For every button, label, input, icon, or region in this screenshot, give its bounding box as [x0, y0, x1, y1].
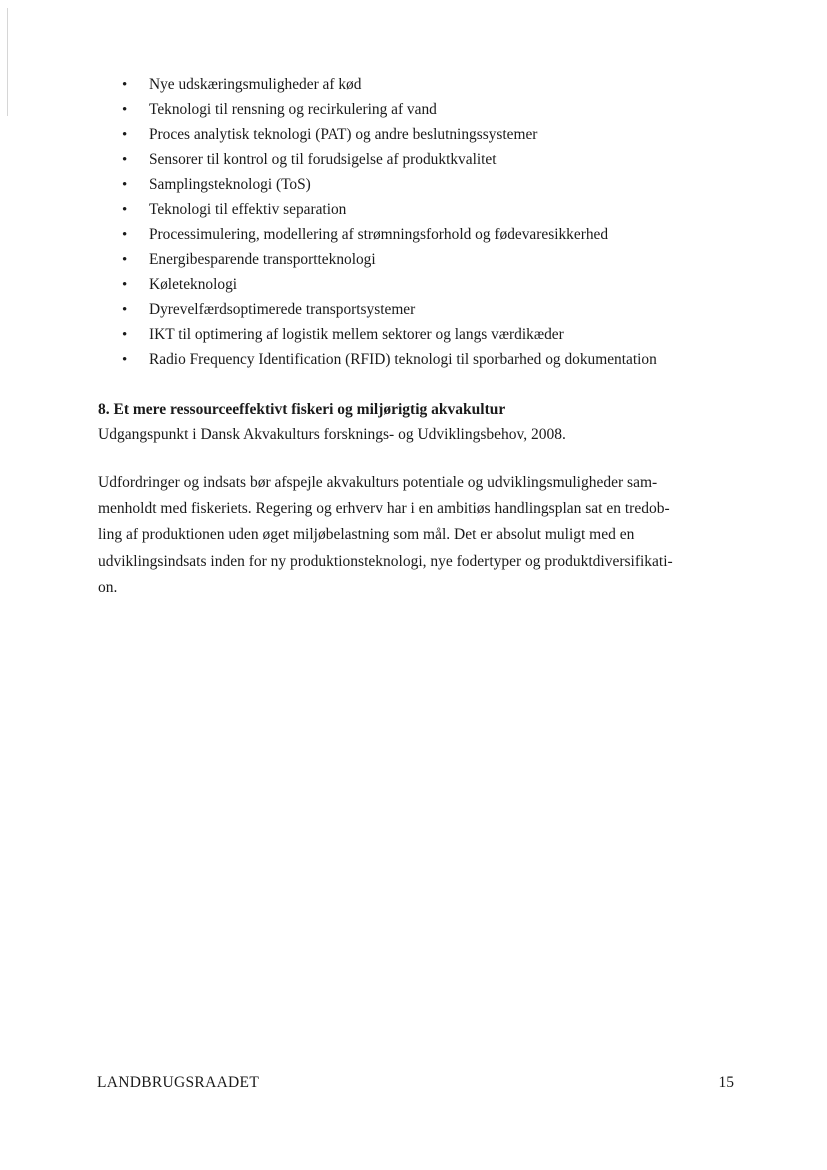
technology-bullet-list	[122, 72, 657, 372]
list-item	[122, 297, 657, 322]
list-item	[122, 147, 657, 172]
list-item	[122, 72, 657, 97]
bullet-icon: •	[122, 177, 128, 193]
section-body-paragraph	[98, 470, 738, 601]
list-item-text: Samplingsteknologi (ToS)	[149, 176, 311, 193]
bullet-icon: •	[122, 302, 128, 318]
bullet-icon: •	[122, 102, 128, 118]
paragraph-line: on.	[98, 578, 118, 596]
list-item	[122, 222, 657, 247]
bullet-icon: •	[122, 352, 128, 368]
bullet-icon: •	[122, 127, 128, 143]
bullet-icon: •	[122, 277, 128, 293]
footer-organization: LANDBRUGSRAADET	[97, 1074, 260, 1091]
bullet-icon: •	[122, 252, 128, 268]
list-item-text: Nye udskæringsmuligheder af kød	[149, 76, 362, 93]
list-item-text: Dyrevelfærdsoptimerede transportsystemer	[149, 301, 416, 318]
list-item-text: IKT til optimering af logistik mellem sektorer og langs værdikæder	[149, 326, 564, 343]
paragraph-line: ling af produktionen uden øget miljøbelastning som mål. Det er absolut muligt med en	[98, 526, 635, 544]
bullet-icon: •	[122, 152, 128, 168]
list-item-text: Sensorer til kontrol og til forudsigelse af produktkvalitet	[149, 151, 497, 168]
list-item	[122, 97, 657, 122]
list-item-text: Processimulering, modellering af strømningsforhold og fødevaresikkerhed	[149, 226, 609, 243]
list-item	[122, 247, 657, 272]
section-heading: 8. Et mere ressourceeffektivt fiskeri og miljørigtig akvakultur	[98, 401, 506, 418]
bullet-icon: •	[122, 202, 128, 218]
paragraph-line: Udfordringer og indsats bør afspejle akvakulturs potentiale og udviklingsmuligheder sam-	[98, 474, 658, 491]
margin-rule	[7, 8, 8, 116]
page-number: 15	[718, 1074, 734, 1091]
list-item	[122, 347, 657, 372]
section-8	[98, 398, 738, 447]
list-item-text: Køleteknologi	[149, 276, 238, 293]
paragraph-line: menholdt med fiskeriets. Regering og erhverv har i en ambitiøs handlingsplan sat en tredob-	[98, 500, 670, 518]
list-item-text: Proces analytisk teknologi (PAT) og andre beslutningssystemer	[149, 126, 538, 143]
section-source: Udgangspunkt i Dansk Akvakulturs forsknings- og Udviklingsbehov, 2008.	[98, 426, 566, 443]
list-item	[122, 322, 657, 347]
list-item	[122, 197, 657, 222]
list-item	[122, 122, 657, 147]
list-item-text: Teknologi til effektiv separation	[149, 201, 347, 218]
paragraph-line: udviklingsindsats inden for ny produktionsteknologi, nye fodertyper og produktdiversifikati-	[98, 552, 673, 570]
list-item-text: Teknologi til rensning og recirkulering af vand	[149, 101, 437, 118]
bullet-icon: •	[122, 327, 128, 343]
list-item-text: Radio Frequency Identification (RFID) teknologi til sporbarhed og dokumentation	[149, 351, 657, 368]
bullet-icon: •	[122, 227, 128, 243]
bullet-icon: •	[122, 77, 128, 93]
list-item	[122, 172, 657, 197]
list-item-text: Energibesparende transportteknologi	[149, 251, 376, 268]
list-item	[122, 272, 657, 297]
